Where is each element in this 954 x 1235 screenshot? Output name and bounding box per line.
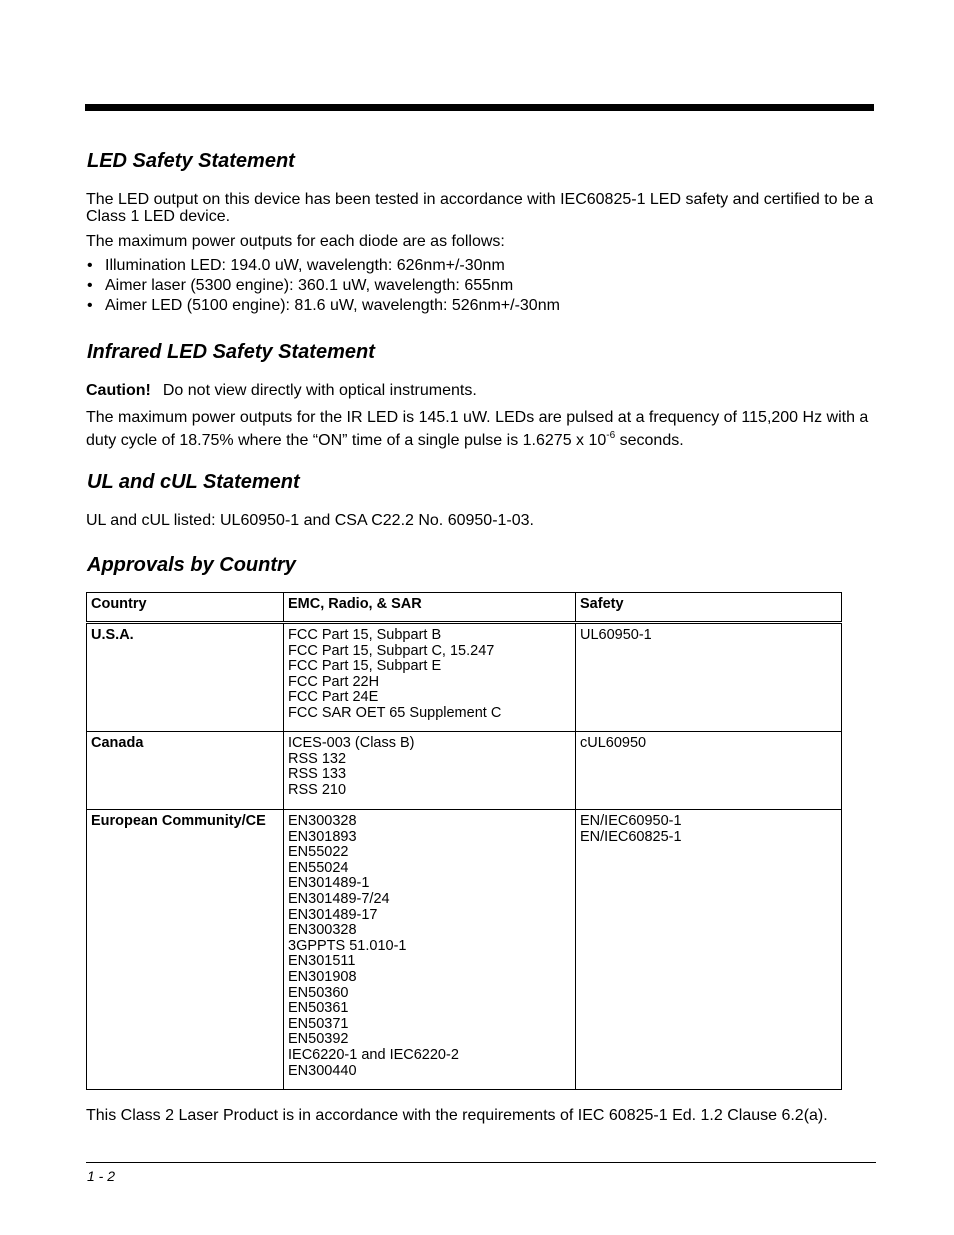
safety-cell: [576, 623, 842, 732]
safety-cell: [576, 732, 842, 810]
emc-standard: EN300440: [288, 1062, 357, 1079]
column-header-country: Country: [87, 593, 284, 623]
emc-standard: EN50371: [288, 1015, 349, 1032]
emc-standard: FCC Part 22H: [288, 673, 380, 690]
emc-standard: EN301893: [288, 828, 357, 845]
emc-standard: EN301511: [288, 953, 356, 970]
caution-text: Do not view directly with optical instruments.: [162, 382, 477, 399]
safety-standard: EN/IEC60825-1: [580, 828, 682, 845]
list-item: • Aimer LED (5100 engine): 81.6 uW, wavelength: 526nm+/-30nm: [86, 296, 560, 316]
led-power-intro: The maximum power outputs for each diode are as follows:: [86, 233, 505, 250]
emc-standard: RSS 210: [288, 781, 347, 798]
emc-standard: RSS 132: [288, 750, 347, 767]
infrared-safety-heading: Infrared LED Safety Statement: [87, 341, 375, 363]
safety-standard: cUL60950: [580, 735, 647, 751]
emc-standard: EN301489-7/24: [288, 890, 390, 907]
emc-standard: FCC Part 15, Subpart B: [288, 627, 442, 643]
emc-standard: IEC6220-1 and IEC6220-2: [288, 1046, 459, 1063]
country-cell: European Community/CE: [87, 810, 284, 1090]
led-safety-heading: LED Safety Statement: [87, 150, 295, 172]
emc-standard: EN55022: [288, 844, 349, 861]
emc-cell: [284, 810, 576, 1090]
safety-standard: EN/IEC60950-1: [580, 813, 682, 829]
column-header-emc: EMC, Radio, & SAR: [284, 593, 576, 623]
approvals-heading: Approvals by Country: [87, 554, 296, 576]
list-item: • Illumination LED: 194.0 uW, wavelength: 626nm+/-30nm: [86, 256, 560, 276]
page-number: 1 - 2: [87, 1168, 116, 1184]
infrared-power-paragraph: [86, 406, 878, 452]
caution-line: [86, 382, 878, 399]
emc-standard: ICES-003 (Class B): [288, 735, 415, 751]
table-row: [87, 810, 842, 1090]
list-item: • Aimer laser (5300 engine): 360.1 uW, wavelength: 655nm: [86, 276, 560, 296]
infrared-power-text-end: seconds.: [615, 432, 684, 449]
exponent: -6: [606, 430, 616, 441]
emc-cell: [284, 623, 576, 732]
emc-standard: EN50392: [288, 1031, 349, 1048]
emc-standard: EN300328: [288, 922, 357, 939]
column-header-safety: Safety: [576, 593, 842, 623]
infrared-power-text: The maximum power outputs for the IR LED is 145.1 uW. LEDs are pulsed at a frequency of 115,200 Hz with a duty cycle of 18.75% where the “ON” time of a single pulse is 1.6275 x 10: [86, 409, 869, 449]
country-cell: Canada: [87, 732, 284, 810]
footer-rule: [86, 1162, 876, 1163]
emc-standard: EN50360: [288, 984, 349, 1001]
ul-statement-heading: UL and cUL Statement: [87, 471, 300, 493]
table-header-row: [87, 593, 842, 623]
emc-standard: EN50361: [288, 1000, 349, 1017]
ul-statement-paragraph: UL and cUL listed: UL60950-1 and CSA C22.2 No. 60950-1-03.: [86, 512, 534, 529]
emc-standard: EN301908: [288, 968, 357, 985]
emc-standard: 3GPPTS 51.010-1: [288, 937, 407, 954]
emc-standard: RSS 133: [288, 766, 347, 783]
caution-label: Caution!: [86, 382, 151, 399]
emc-standard: EN301489-1: [288, 875, 370, 892]
emc-standard: FCC SAR OET 65 Supplement C: [288, 704, 502, 721]
emc-standard: EN301489-17: [288, 906, 378, 923]
emc-standard: EN300328: [288, 813, 357, 829]
led-power-list: [86, 256, 560, 316]
emc-standard: FCC Part 24E: [288, 689, 379, 706]
laser-class-note: This Class 2 Laser Product is in accordance with the requirements of IEC 60825-1 Ed. 1.2 Clause 6.2(a).: [86, 1107, 828, 1124]
emc-standard: FCC Part 15, Subpart C, 15.247: [288, 642, 495, 659]
country-cell: U.S.A.: [87, 623, 284, 732]
emc-standard: FCC Part 15, Subpart E: [288, 658, 442, 675]
approvals-table: [86, 592, 842, 1090]
safety-cell: [576, 810, 842, 1090]
header-rule: [85, 104, 874, 111]
table-row: [87, 732, 842, 810]
table-row: [87, 623, 842, 732]
emc-cell: [284, 732, 576, 810]
emc-standard: EN55024: [288, 859, 349, 876]
led-safety-paragraph: The LED output on this device has been tested in accordance with IEC60825-1 LED safety and certified to be a Class 1 LED device.: [86, 191, 874, 225]
safety-standard: UL60950-1: [580, 627, 652, 643]
